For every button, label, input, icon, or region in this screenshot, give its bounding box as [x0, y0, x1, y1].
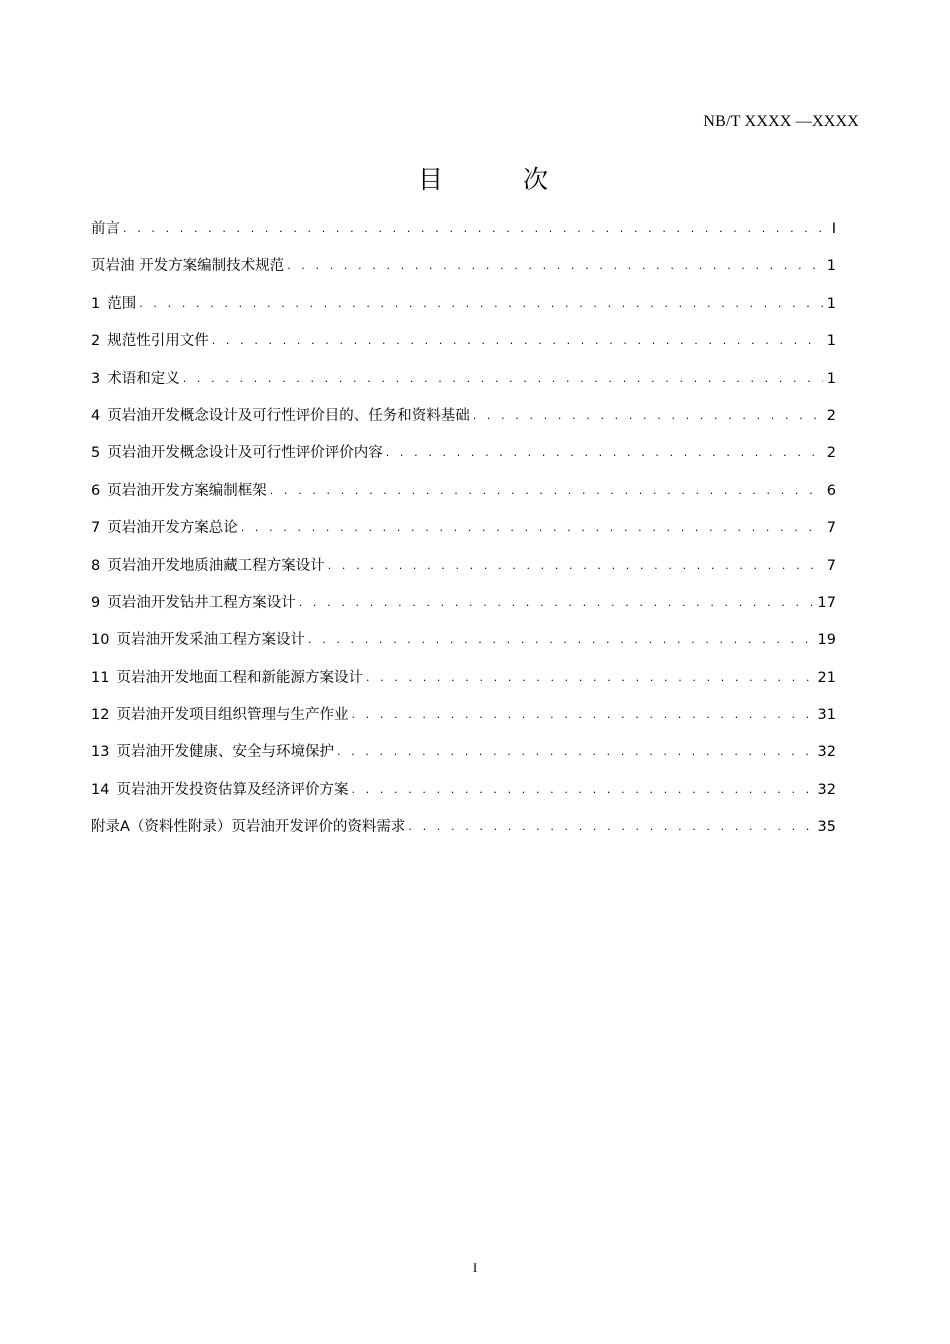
toc-entry-number: 8 [91, 557, 101, 574]
toc-entry-number: 2 [91, 333, 101, 350]
toc-entry-number: 6 [91, 482, 101, 499]
toc-entry-page: 7 [826, 520, 836, 537]
toc-entry-3[interactable] [91, 361, 836, 398]
dot-leader [328, 547, 823, 584]
toc-entry-title: 术语和定义 [107, 370, 180, 387]
toc-title: 目 次 [418, 165, 584, 194]
toc-entry-title: 页岩油开发概念设计及可行性评价评价内容 [107, 445, 383, 462]
toc-entry-number: 14 [91, 781, 110, 798]
toc-entry-5[interactable] [91, 435, 836, 472]
toc-entry-page: 1 [826, 258, 836, 275]
toc-entry-title: 页岩油开发方案总论 [107, 520, 238, 537]
dot-leader [183, 360, 823, 397]
toc-entry-4[interactable] [91, 398, 836, 435]
toc-entry-9[interactable] [91, 585, 836, 622]
toc-entry-title: 页岩油开发钻井工程方案设计 [107, 594, 296, 611]
toc-entry-page: 17 [817, 594, 836, 611]
toc-entry-1[interactable] [91, 286, 836, 323]
dot-leader [123, 210, 823, 247]
toc-entry-number: 11 [91, 669, 110, 686]
toc-entry-number: 3 [91, 370, 101, 387]
dot-leader [473, 397, 823, 434]
toc-entry-page: 7 [826, 557, 836, 574]
toc-entry-title: 页岩油开发方案编制框架 [107, 482, 267, 499]
toc-entry-8[interactable] [91, 548, 836, 585]
toc-entry-page: 19 [817, 632, 836, 649]
dot-leader [308, 621, 815, 658]
toc-entry-number: 7 [91, 520, 101, 537]
toc-entry-2[interactable] [91, 323, 836, 360]
dot-leader [337, 733, 815, 770]
dot-leader [351, 696, 814, 733]
toc-entry-title: 页岩油开发地质油藏工程方案设计 [107, 557, 325, 574]
toc-entry-main-title[interactable] [91, 248, 836, 285]
toc-entry-title: 页岩油开发概念设计及可行性评价目的、任务和资料基础 [107, 407, 470, 424]
toc-entry-title: 前言 [91, 221, 120, 237]
toc-entry-title: 页岩油开发地面工程和新能源方案设计 [116, 669, 363, 686]
toc-entry-page: 35 [817, 819, 836, 836]
dot-leader [212, 322, 823, 359]
toc-entry-page: 1 [826, 370, 836, 387]
toc-entry-7[interactable] [91, 510, 836, 547]
toc-entry-number: 1 [91, 295, 101, 312]
toc-entry-page: 2 [826, 445, 836, 462]
toc-entry-number: 9 [91, 594, 101, 611]
dot-leader [241, 509, 823, 546]
toc-entry-title: 页岩油开发健康、安全与环境保护 [116, 744, 334, 761]
toc-entry-title: 页岩油开发投资估算及经济评价方案 [116, 781, 349, 798]
page-number: I [472, 1260, 478, 1275]
toc-entry-page: 21 [817, 669, 836, 686]
dot-leader [299, 584, 815, 621]
toc-entry-10[interactable] [91, 622, 836, 659]
toc-entry-number: 4 [91, 407, 101, 424]
standard-code: NB/T XXXX —XXXX [703, 113, 859, 130]
dot-leader [386, 434, 823, 471]
toc-entry-page: 32 [817, 781, 836, 798]
toc-entry-number: 12 [91, 707, 110, 724]
toc-entry-title: 附录A（资料性附录）页岩油开发评价的资料需求 [91, 819, 406, 836]
toc-entry-page: 6 [826, 482, 836, 499]
dot-leader [366, 659, 815, 696]
toc-entry-page: 32 [817, 744, 836, 761]
toc-entry-foreword[interactable] [91, 211, 836, 248]
toc-entry-title: 页岩油开发采油工程方案设计 [116, 632, 305, 649]
dot-leader [139, 285, 823, 322]
dot-leader [351, 771, 814, 808]
toc-entry-page: 31 [817, 707, 836, 724]
toc-entry-11[interactable] [91, 660, 836, 697]
toc-list [91, 211, 836, 847]
toc-entry-title: 页岩油开发项目组织管理与生产作业 [116, 707, 349, 724]
dot-leader [270, 472, 823, 509]
toc-entry-14[interactable] [91, 772, 836, 809]
toc-entry-page: 1 [826, 333, 836, 350]
toc-entry-appendix-a[interactable] [91, 809, 836, 846]
toc-entry-number: 13 [91, 744, 110, 761]
toc-entry-page: 1 [826, 295, 836, 312]
dot-leader [287, 247, 823, 284]
toc-entry-title: 范围 [107, 295, 137, 312]
dot-leader [408, 808, 814, 845]
toc-entry-page: I [831, 221, 836, 237]
toc-entry-page: 2 [826, 407, 836, 424]
toc-entry-13[interactable] [91, 734, 836, 771]
toc-entry-12[interactable] [91, 697, 836, 734]
toc-entry-title: 页岩油 开发方案编制技术规范 [91, 258, 285, 275]
toc-entry-number: 10 [91, 632, 110, 649]
toc-entry-title: 规范性引用文件 [107, 333, 209, 350]
toc-entry-6[interactable] [91, 473, 836, 510]
toc-entry-number: 5 [91, 445, 101, 462]
